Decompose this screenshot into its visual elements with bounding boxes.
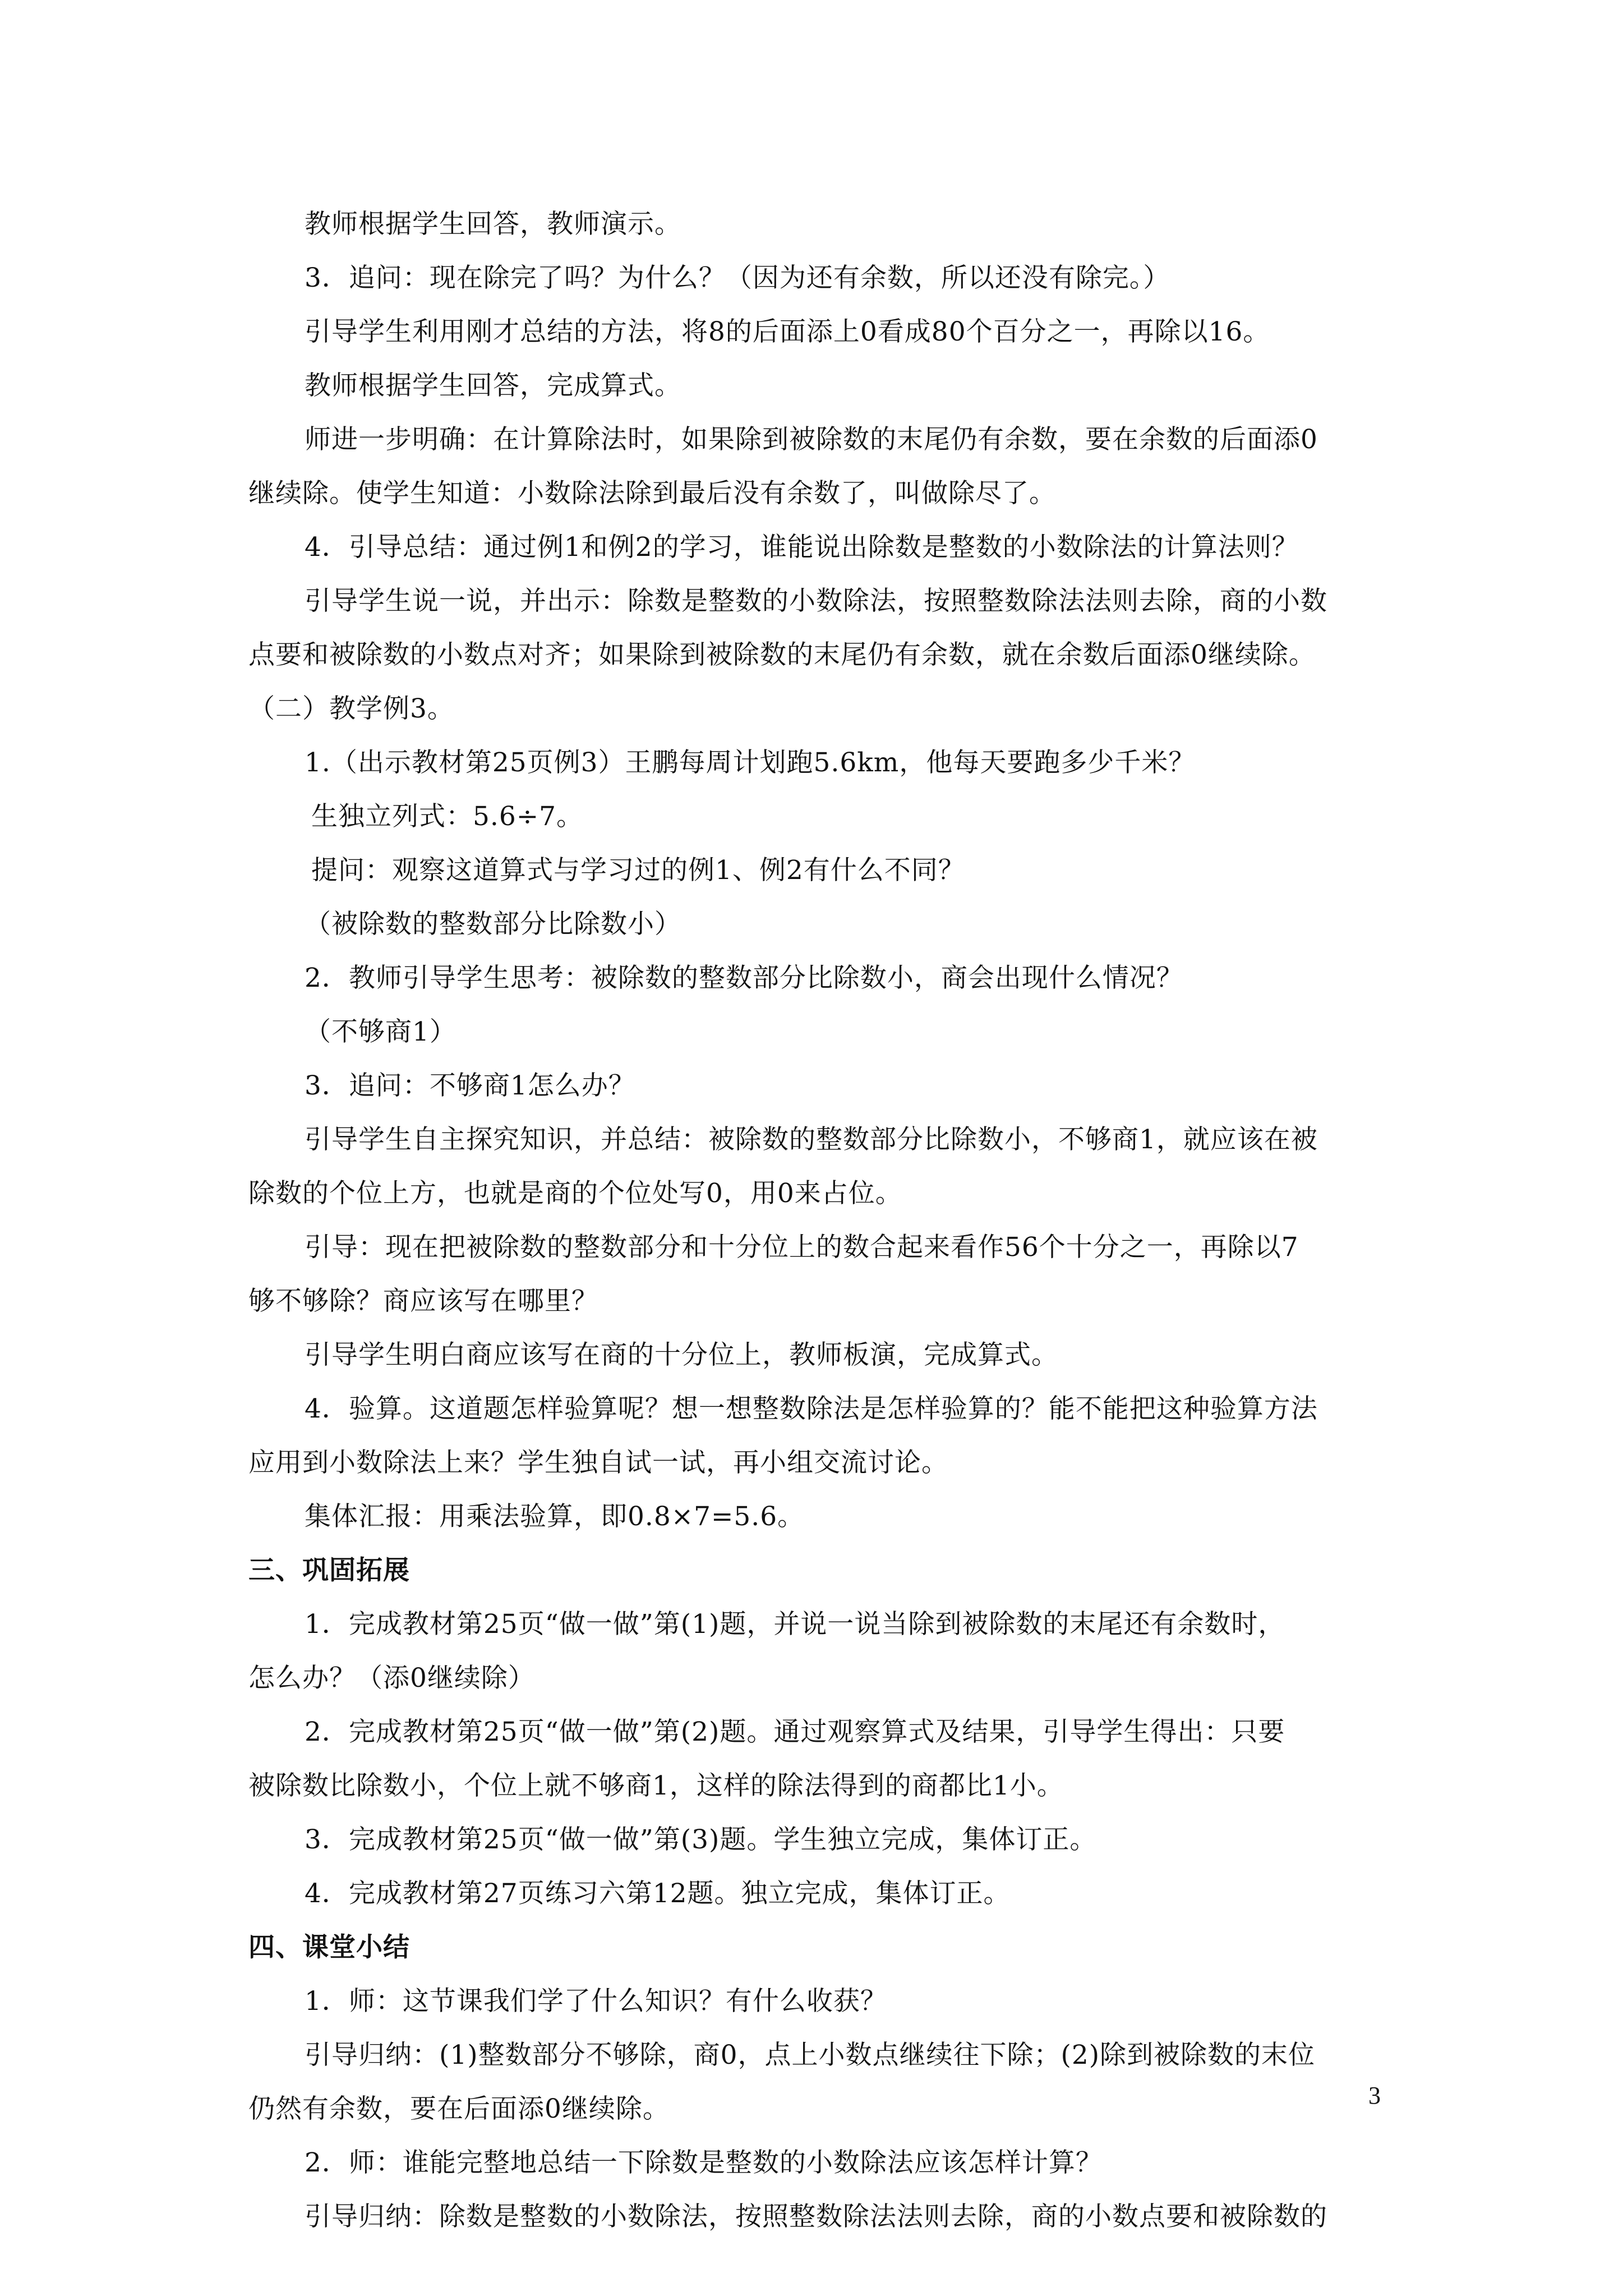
text-line: 2．教师引导学生思考：被除数的整数部分比除数小，商会出现什么情况？	[305, 963, 1183, 993]
text-line: 3．追问：不够商1怎么办？	[305, 1070, 635, 1101]
text-line: 教师根据学生回答，教师演示。	[305, 209, 681, 240]
text-line: 引导归纳：(1)整数部分不够除，商0，点上小数点继续往下除；(2)除到被除数的末位	[305, 2040, 1316, 2070]
text-line: 1.（出示教材第25页例3）王鹏每周计划跑5.6km，他每天要跑多少千米？	[305, 747, 1196, 778]
text-line: 怎么办？（添0继续除）	[248, 1663, 535, 1694]
text-line: 引导学生明白商应该写在商的十分位上，教师板演，完成算式。	[305, 1340, 1058, 1370]
section-heading: 四、课堂小结	[248, 1932, 410, 1963]
text-line: 够不够除？商应该写在哪里？	[248, 1286, 598, 1317]
document-body	[248, 197, 1398, 2244]
text-line: 2．师：谁能完整地总结一下除数是整数的小数除法应该怎样计算？	[305, 2147, 1103, 2178]
page-number: 3	[1368, 2082, 1381, 2109]
text-line: 应用到小数除法上来？学生独自试一试，再小组交流讨论。	[248, 1447, 948, 1478]
text-line: 4．验算。这道题怎样验算呢？想一想整数除法是怎样验算的？能不能把这种验算方法	[305, 1393, 1318, 1424]
text-line: 点要和被除数的小数点对齐；如果除到被除数的末尾仍有余数，就在余数后面添0继续除。	[248, 639, 1316, 670]
text-line: （被除数的整数部分比除数小）	[305, 909, 681, 940]
text-line: 1．完成教材第25页“做一做”第(1)题，并说一说当除到被除数的末尾还有余数时，	[305, 1609, 1285, 1640]
text-line: 引导归纳：除数是整数的小数除法，按照整数除法法则去除，商的小数点要和被除数的	[305, 2201, 1327, 2232]
text-line: 继续除。使学生知道：小数除法除到最后没有余数了，叫做除尽了。	[248, 478, 1056, 509]
text-line: 2．完成教材第25页“做一做”第(2)题。通过观察算式及结果，引导学生得出：只要	[305, 1717, 1285, 1747]
text-line: 3．追问：现在除完了吗？为什么？（因为还有余数，所以还没有除完。）	[305, 263, 1170, 293]
text-line: 仍然有余数，要在后面添0继续除。	[248, 2093, 670, 2124]
text-line: 集体汇报：用乘法验算，即0.8×7=5.6。	[305, 1501, 805, 1532]
text-line: 生独立列式：5.6÷7。	[311, 801, 584, 832]
text-line: 3．完成教材第25页“做一做”第(3)题。学生独立完成，集体订正。	[305, 1824, 1097, 1855]
text-line: 1．师：这节课我们学了什么知识？有什么收获？	[305, 1986, 887, 2017]
text-line: 除数的个位上方，也就是商的个位处写0，用0来占位。	[248, 1178, 902, 1209]
text-line: 引导学生利用刚才总结的方法，将8的后面添上0看成80个百分之一，再除以16。	[305, 316, 1270, 347]
text-line: 4．引导总结：通过例1和例2的学习，谁能说出除数是整数的小数除法的计算法则？	[305, 532, 1299, 563]
text-line: 引导学生自主探究知识，并总结：被除数的整数部分比除数小，不够商1，就应该在被	[305, 1124, 1318, 1155]
text-line: 引导：现在把被除数的整数部分和十分位上的数合起来看作56个十分之一，再除以7	[305, 1232, 1299, 1263]
subsection-heading: （二）教学例3。	[248, 693, 454, 724]
text-line: 4．完成教材第27页练习六第12题。独立完成，集体订正。	[305, 1878, 1011, 1909]
text-line: （不够商1）	[305, 1016, 457, 1047]
text-line: 教师根据学生回答，完成算式。	[305, 370, 681, 401]
text-line: 引导学生说一说，并出示：除数是整数的小数除法，按照整数除法法则去除，商的小数	[305, 586, 1327, 616]
text-line: 被除数比除数小，个位上就不够商1，这样的除法得到的商都比1小。	[248, 1770, 1064, 1801]
section-heading: 三、巩固拓展	[248, 1555, 410, 1586]
text-line: 师进一步明确：在计算除法时，如果除到被除数的末尾仍有余数，要在余数的后面添0	[305, 424, 1318, 455]
text-line: 提问：观察这道算式与学习过的例1、例2有什么不同？	[311, 855, 965, 886]
